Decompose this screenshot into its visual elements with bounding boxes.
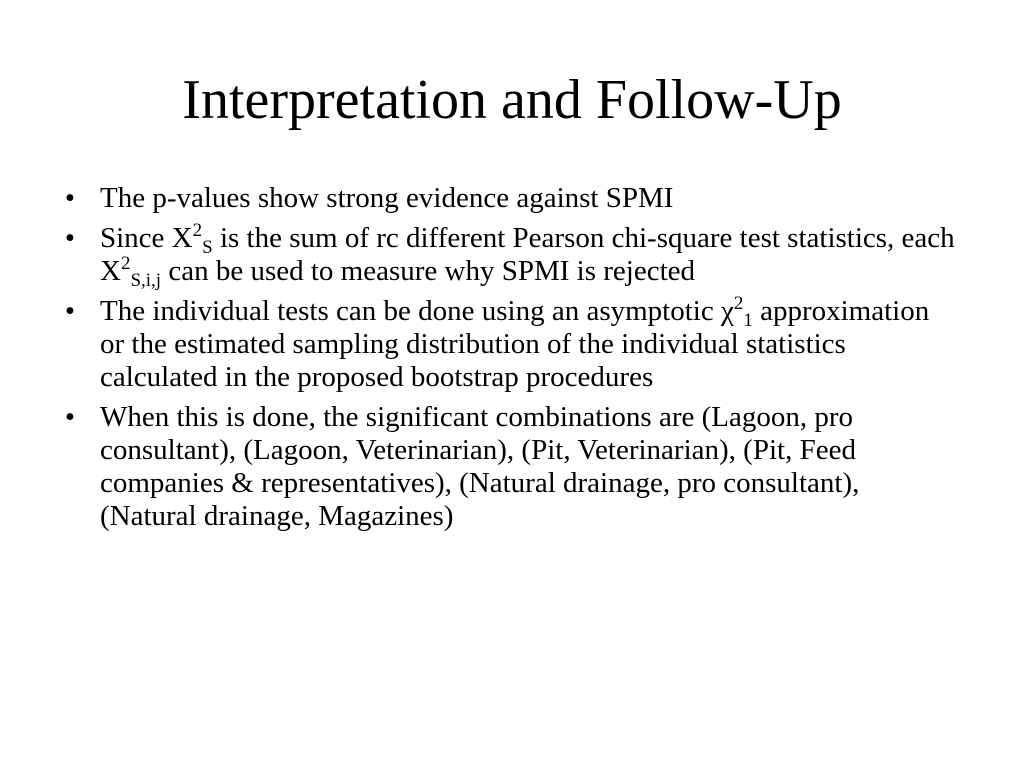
bullet-marker: • (64, 295, 76, 327)
bullet-text-part-1: The individual tests can be done using an asymptotic χ (100, 295, 734, 327)
superscript: 2 (733, 293, 744, 314)
superscript: 2 (192, 220, 203, 241)
bullet-item-4 (60, 401, 960, 533)
bullet-list (60, 182, 960, 540)
bullet-item-2 (60, 220, 960, 291)
slide-title: Interpretation and Follow-Up (182, 69, 842, 131)
bullet-item-3 (60, 295, 960, 394)
subscript: S,i,j (130, 270, 162, 291)
bullet-text: When this is done, the significant combinations are (Lagoon, pro consultant), (Lagoon, Veterinarian), (Pit, Veterinarian), (Pit, Feed companies & representatives), (Natural drainage, pro consultant), (Natural drainage, Magazines) (100, 401, 860, 532)
bullet-marker: • (64, 182, 76, 214)
subscript: 1 (743, 310, 753, 331)
bullet-text: The p-values show strong evidence against SPMI (100, 182, 674, 214)
bullet-item-1 (60, 182, 960, 215)
bullet-text-part-1: Since X (100, 222, 193, 254)
bullet-text-part-3: can be used to measure why SPMI is rejected (161, 255, 696, 287)
bullet-marker: • (64, 222, 76, 254)
superscript: 2 (120, 253, 131, 274)
subscript: S (202, 237, 213, 258)
bullet-text-part-2: is the sum of rc different Pearson chi-square test statistics, each X (100, 222, 955, 287)
bullet-marker: • (64, 401, 76, 433)
bullet-text-part-2: approximation or the estimated sampling distribution of the individual statistics calculated in the proposed bootstrap procedures (100, 295, 930, 393)
